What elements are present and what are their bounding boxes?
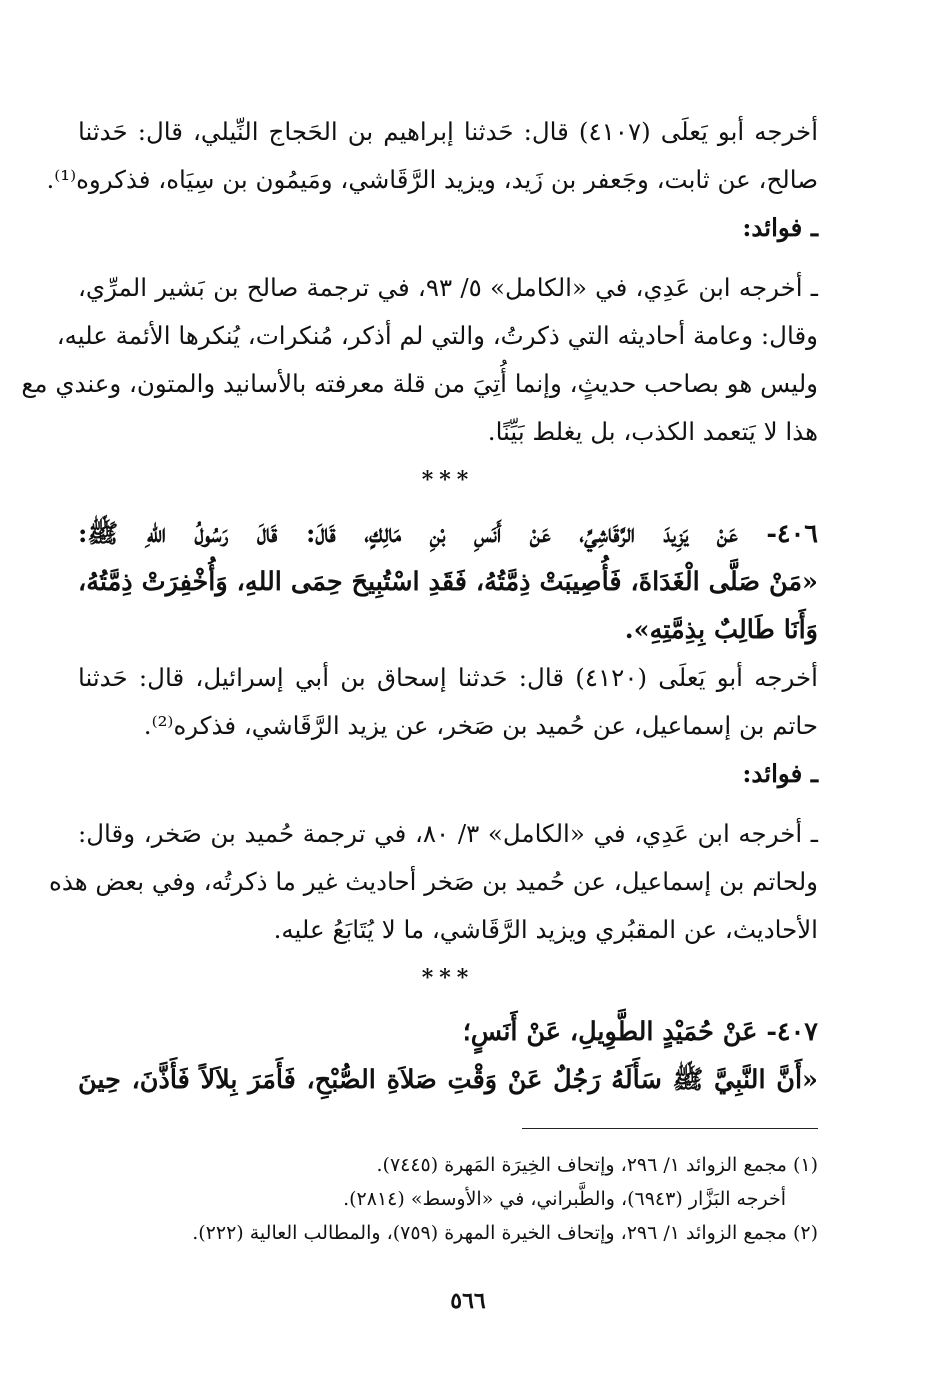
- benefits-heading-2: ـ فوائد:: [742, 759, 818, 788]
- paragraph-3-line-2: حاتم بن إسماعيل، عن حُميد بن صَخر، عن يزيد الرَّقَاشي، فذكره⁽²⁾.: [143, 711, 818, 740]
- hadith-406-line-2: «مَنْ صَلَّى الْغَدَاةَ، فَأُصِيبَتْ ذِمَّتُهُ، فَقَدِ اسْتُبِيحَ حِمَى اللهِ، وَأُخْفِرَتْ ذِمَّتُهُ،: [78, 567, 818, 597]
- paragraph-2-line-1: ـ أخرجه ابن عَدِي، في «الكامل» ٥/ ٩٣، في ترجمة صالح بن بَشير المرِّي،: [78, 273, 818, 302]
- paragraph-2-line-2: وقال: وعامة أحاديثه التي ذكرتُ، والتي لم أذكر، مُنكرات، يُنكرها الأئمة عليه،: [56, 321, 818, 350]
- paragraph-2-line-3: وليس هو بصاحب حديثٍ، وإنما أُتِيَ من قلة معرفته بالأسانيد والمتون، وعندي مع: [21, 369, 818, 398]
- paragraph-2-line-4: هذا لا يَتعمد الكذب، بل يغلط بَيِّنًا.: [487, 417, 818, 446]
- paragraph-3-line-1: أخرجه أبو يَعلَى (٤١٢٠) قال: حَدثنا إسحاق بن أبي إسرائيل، قال: حَدثنا: [78, 663, 818, 692]
- footnote-2: (٢) مجمع الزوائد ١/ ٢٩٦، وإتحاف الخيرة المهرة (٧٥٩)، والمطالب العالية (٢٢٢).: [192, 1222, 818, 1244]
- hadith-406-line-3: وَأَنَا طَالِبٌ بِذِمَّتِهِ».: [624, 615, 818, 645]
- benefits-heading-1: ـ فوائد:: [742, 213, 818, 242]
- section-separator-1: ***: [421, 467, 475, 493]
- hadith-407-line-1: ٤٠٧- عَنْ حُمَيْدٍ الطَّوِيلِ، عَنْ أَنَسٍ؛: [462, 1017, 818, 1047]
- paragraph-1-line-1: أخرجه أبو يَعلَى (٤١٠٧) قال: حَدثنا إبراهيم بن الحَجاج النِّيلي، قال: حَدثنا: [78, 117, 819, 146]
- paragraph-4-line-1: ـ أخرجه ابن عَدِي، في «الكامل» ٣/ ٨٠، في ترجمة حُميد بن صَخر، وقال:: [78, 819, 818, 848]
- paragraph-1-line-2: صالح، عن ثابت، وجَعفر بن زَيد، ويزيد الرَّقَاشي، ومَيمُون بن سِيَاه، فذكروه⁽¹⁾.: [46, 165, 818, 194]
- page-number: ٥٦٦: [450, 1288, 486, 1314]
- hadith-407-line-2: «أَنَّ النَّبِيَّ ﷺ سَأَلَهُ رَجُلٌ عَنْ وَقْتِ صَلاَةِ الصُّبْحِ، فَأَمَرَ بِلاَلاً فَأَذَّنَ، حِينَ: [78, 1065, 818, 1095]
- page-body: [21, 108, 819, 1104]
- hadith-406-line-1: ٤٠٦- عَنْ يَزِيدَ الرَّقَاشِيِّ، عَنْ أَنَسِ بْنِ مَالِكٍ، قَالَ: قَالَ رَسُولُ اللهِ ﷺ:: [78, 519, 818, 549]
- footnote-divider: [522, 1128, 818, 1129]
- paragraph-4-line-3: الأحاديث، عن المقبُري ويزيد الرَّقَاشي، ما لا يُتَابَعُ عليه.: [273, 915, 818, 944]
- footnote-1: (١) مجمع الزوائد ١/ ٢٩٦، وإتحاف الخِيرَة المَهرة (٧٤٤٥).: [376, 1154, 818, 1176]
- footnote-1-continuation: أخرجه البَزَّار (٦٩٤٣)، والطَّبراني، في «الأوسط» (٢٨١٤).: [343, 1188, 786, 1210]
- section-separator-2: ***: [421, 965, 475, 991]
- footnotes: [78, 1148, 818, 1250]
- paragraph-4-line-2: ولحاتم بن إسماعيل، عن حُميد بن صَخر أحاديث غير ما ذكرتُه، وفي بعض هذه: [49, 867, 818, 896]
